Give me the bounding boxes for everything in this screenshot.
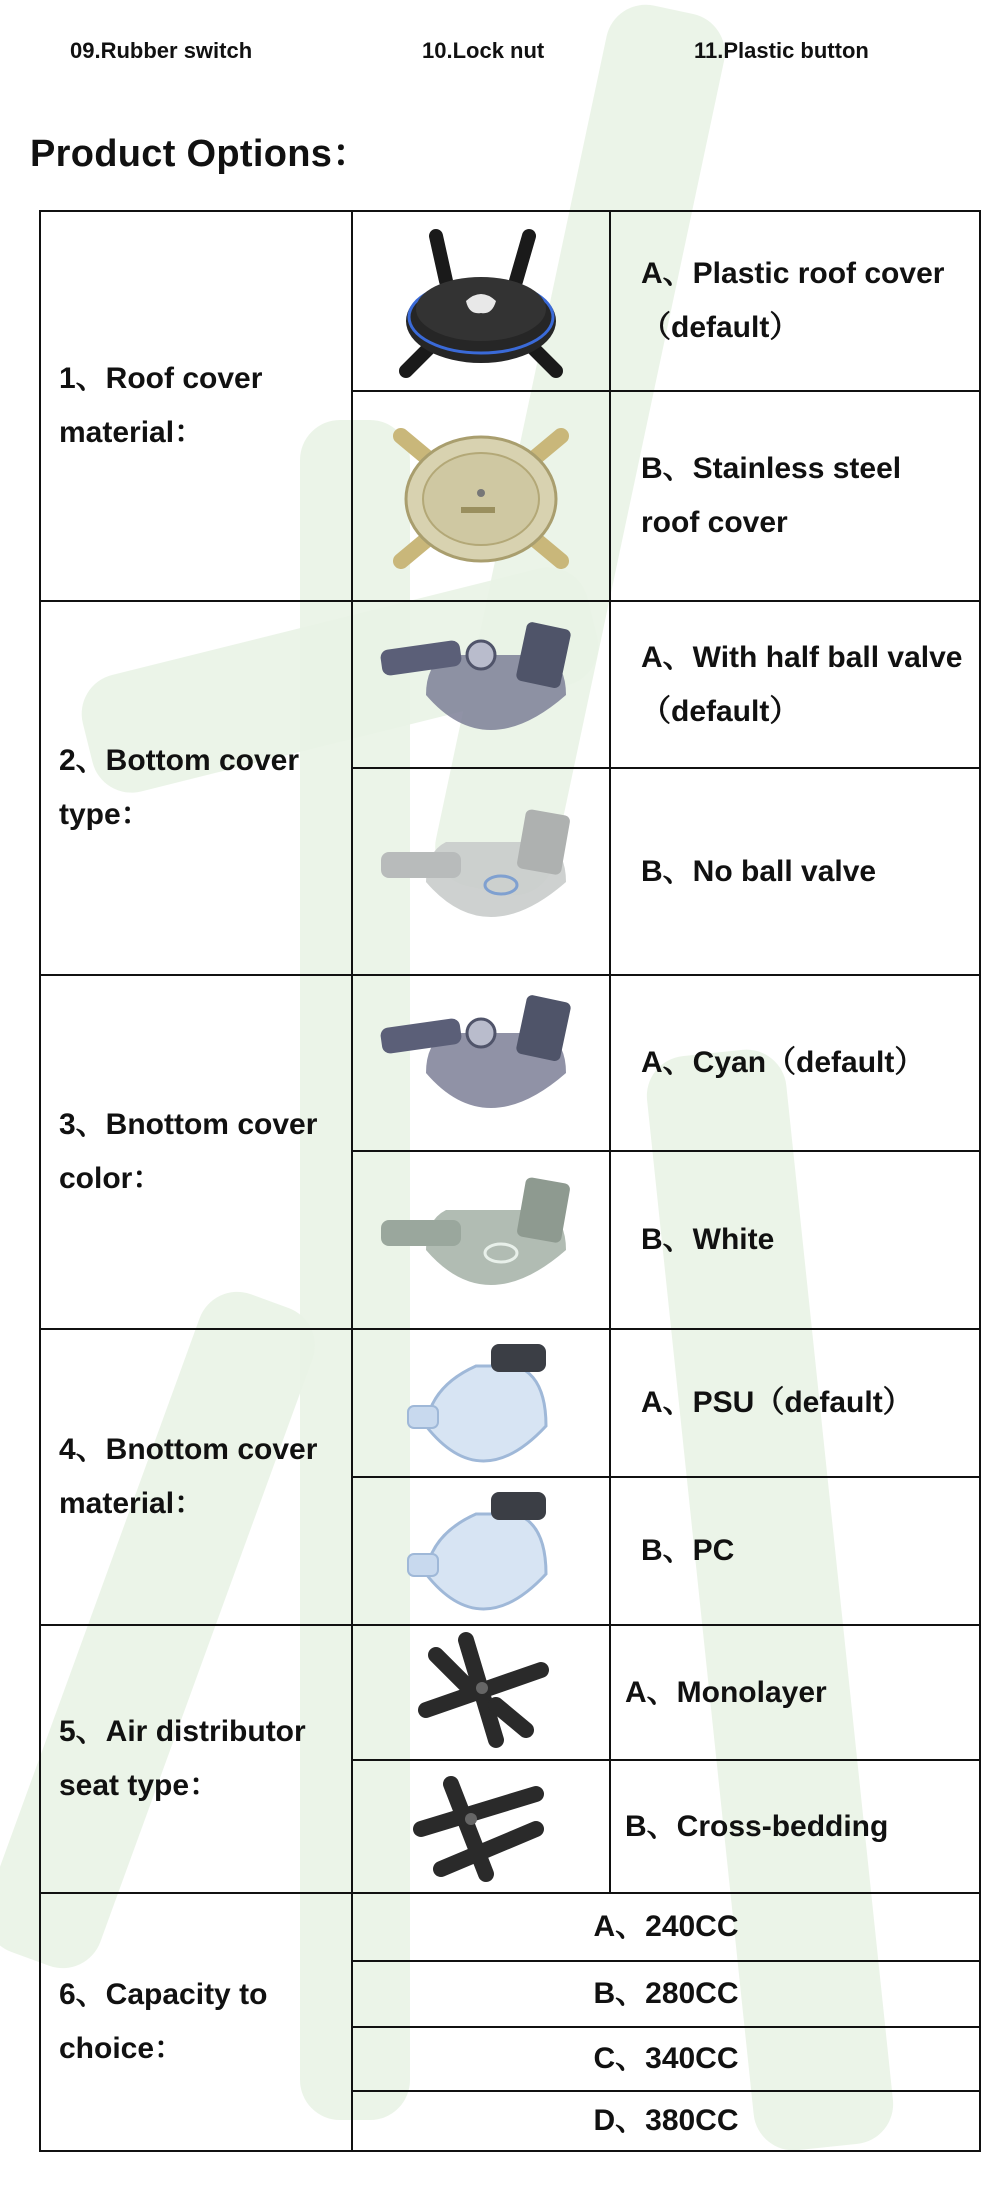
table-row xyxy=(40,1625,980,1760)
part-label: 10.Lock nut xyxy=(422,38,545,63)
product-image-cell xyxy=(352,1625,610,1760)
option-choice: B、Cross-bedding xyxy=(610,1760,980,1893)
table-row xyxy=(40,1329,980,1477)
option-choice: B、PC xyxy=(610,1477,980,1625)
product-image-cell xyxy=(352,1329,610,1477)
steel-roof-cover-image xyxy=(381,411,581,581)
option-choice: B、No ball valve xyxy=(610,768,980,975)
table-row xyxy=(40,975,980,1151)
option-label: 1、Roof cover material： xyxy=(40,211,352,601)
air-distributor-cross-image xyxy=(406,1764,556,1889)
product-image-cell xyxy=(352,601,610,768)
capacity-choice: D、380CC xyxy=(352,2091,980,2151)
bottom-cover-cyan-image xyxy=(371,988,591,1138)
clear-bowl-psu-image xyxy=(396,1336,566,1471)
page-title: Product Options： xyxy=(30,133,371,175)
product-image-cell xyxy=(352,768,610,975)
option-label: 2、Bottom cover type： xyxy=(40,601,352,975)
part-label: 11.Plastic button xyxy=(694,38,869,63)
option-choice: A、Monolayer xyxy=(610,1625,980,1760)
table-row xyxy=(40,211,980,391)
air-distributor-monolayer-image xyxy=(406,1630,556,1755)
bottom-cover-white-image xyxy=(371,1165,591,1315)
clear-bowl-pc-image xyxy=(396,1484,566,1619)
product-image-cell xyxy=(352,391,610,601)
product-image-cell xyxy=(352,211,610,391)
option-choice: A、PSU（default） xyxy=(610,1329,980,1477)
option-label: 5、Air distributor seat type： xyxy=(40,1625,352,1893)
option-label: 3、Bnottom cover color： xyxy=(40,975,352,1329)
capacity-choice: B、280CC xyxy=(352,1961,980,2027)
option-label: 6、Capacity to choice： xyxy=(40,1893,352,2151)
capacity-choice: A、240CC xyxy=(352,1893,980,1961)
option-choice: A、Plastic roof cover（default） xyxy=(610,211,980,391)
black-roof-cover-image xyxy=(381,221,581,381)
product-options-table xyxy=(39,210,981,2152)
option-choice: B、Stainless steel roof cover xyxy=(610,391,980,601)
table-row xyxy=(40,601,980,768)
parts-row xyxy=(0,38,1000,68)
option-label: 4、Bnottom cover material： xyxy=(40,1329,352,1625)
product-image-cell xyxy=(352,975,610,1151)
bottom-cover-novalve-image xyxy=(371,797,591,947)
capacity-choice: C、340CC xyxy=(352,2027,980,2091)
option-choice: B、White xyxy=(610,1151,980,1329)
table-row xyxy=(40,1893,980,1961)
option-choice: A、Cyan（default） xyxy=(610,975,980,1151)
product-image-cell xyxy=(352,1477,610,1625)
product-image-cell xyxy=(352,1151,610,1329)
option-choice: A、With half ball valve（default） xyxy=(610,601,980,768)
bottom-cover-valve-image xyxy=(371,615,591,755)
product-image-cell xyxy=(352,1760,610,1893)
part-label: 09.Rubber switch xyxy=(70,38,253,63)
